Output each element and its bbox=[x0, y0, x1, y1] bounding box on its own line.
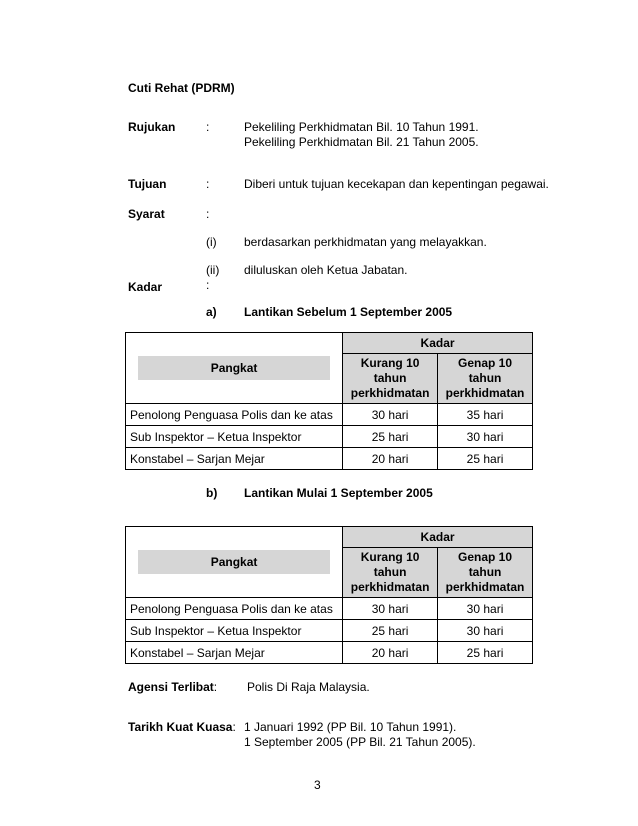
genap-cell: 30 hari bbox=[438, 620, 533, 642]
syarat-colon: : bbox=[206, 207, 210, 221]
table-row bbox=[126, 642, 533, 664]
kurang-cell: 25 hari bbox=[343, 620, 438, 642]
tujuan-value: Diberi untuk tujuan kecekapan dan kepentingan pegawai. bbox=[244, 177, 549, 191]
rujukan-line-2: Pekeliling Perkhidmatan Bil. 21 Tahun 2005. bbox=[244, 135, 479, 149]
genap-cell: 30 hari bbox=[438, 598, 533, 620]
tarikh-line-2: 1 September 2005 (PP Bil. 21 Tahun 2005). bbox=[244, 735, 476, 749]
pangkat-cell: Penolong Penguasa Polis dan ke atas bbox=[126, 598, 343, 620]
kurang-cell: 30 hari bbox=[343, 598, 438, 620]
genap-cell: 30 hari bbox=[438, 426, 533, 448]
tarikh-label: Tarikh Kuat Kuasa bbox=[128, 720, 233, 734]
agensi-value: Polis Di Raja Malaysia. bbox=[247, 680, 370, 694]
table-row bbox=[126, 448, 533, 470]
kurang-cell: 25 hari bbox=[343, 426, 438, 448]
page-number: 3 bbox=[314, 778, 321, 792]
kurang-header: Kurang 10 tahun perkhidmatan bbox=[343, 354, 438, 404]
pangkat-cell: Konstabel – Sarjan Mejar bbox=[126, 642, 343, 664]
pangkat-cell: Sub Inspektor – Ketua Inspektor bbox=[126, 620, 343, 642]
syarat-item-text: diluluskan oleh Ketua Jabatan. bbox=[244, 263, 408, 277]
pangkat-header: Pangkat bbox=[126, 333, 343, 404]
kadar-table-b bbox=[125, 526, 533, 664]
kadar-header: Kadar bbox=[343, 527, 533, 548]
table-row bbox=[126, 404, 533, 426]
syarat-item-num: (i) bbox=[206, 235, 217, 249]
pangkat-header: Pangkat bbox=[126, 527, 343, 598]
agensi-colon: : bbox=[213, 680, 218, 694]
genap-cell: 25 hari bbox=[438, 448, 533, 470]
genap-cell: 25 hari bbox=[438, 642, 533, 664]
syarat-item-text: berdasarkan perkhidmatan yang melayakkan. bbox=[244, 235, 487, 249]
syarat-item-num: (ii) bbox=[206, 263, 220, 277]
rujukan-line-1: Pekeliling Perkhidmatan Bil. 10 Tahun 1991. bbox=[244, 120, 479, 134]
genap-cell: 35 hari bbox=[438, 404, 533, 426]
rujukan-label: Rujukan bbox=[128, 120, 176, 134]
tarikh-label-group bbox=[128, 720, 236, 734]
syarat-label: Syarat bbox=[128, 207, 165, 221]
genap-header: Genap 10 tahun perkhidmatan bbox=[438, 548, 533, 598]
tarikh-colon: : bbox=[232, 720, 236, 734]
kadar-header: Kadar bbox=[343, 333, 533, 354]
agensi-label-group bbox=[128, 680, 217, 694]
table-row bbox=[126, 598, 533, 620]
genap-header: Genap 10 tahun perkhidmatan bbox=[438, 354, 533, 404]
section-b-heading: Lantikan Mulai 1 September 2005 bbox=[244, 486, 433, 500]
kurang-cell: 30 hari bbox=[343, 404, 438, 426]
kadar-table-a bbox=[125, 332, 533, 470]
tarikh-line-1: 1 Januari 1992 (PP Bil. 10 Tahun 1991). bbox=[244, 720, 457, 734]
kurang-cell: 20 hari bbox=[343, 448, 438, 470]
section-a-marker: a) bbox=[206, 305, 217, 319]
tujuan-label: Tujuan bbox=[128, 177, 167, 191]
page-title: Cuti Rehat (PDRM) bbox=[128, 81, 235, 95]
table-row bbox=[126, 620, 533, 642]
kadar-colon: : bbox=[206, 278, 210, 292]
table-row bbox=[126, 426, 533, 448]
section-a-heading: Lantikan Sebelum 1 September 2005 bbox=[244, 305, 453, 319]
agensi-label: Agensi Terlibat bbox=[128, 680, 214, 694]
tujuan-colon: : bbox=[206, 177, 210, 191]
pangkat-cell: Penolong Penguasa Polis dan ke atas bbox=[126, 404, 343, 426]
rujukan-colon: : bbox=[206, 120, 210, 134]
section-b-marker: b) bbox=[206, 486, 218, 500]
kadar-label: Kadar bbox=[128, 280, 163, 294]
kurang-header: Kurang 10 tahun perkhidmatan bbox=[343, 548, 438, 598]
pangkat-cell: Sub Inspektor – Ketua Inspektor bbox=[126, 426, 343, 448]
kurang-cell: 20 hari bbox=[343, 642, 438, 664]
pangkat-cell: Konstabel – Sarjan Mejar bbox=[126, 448, 343, 470]
